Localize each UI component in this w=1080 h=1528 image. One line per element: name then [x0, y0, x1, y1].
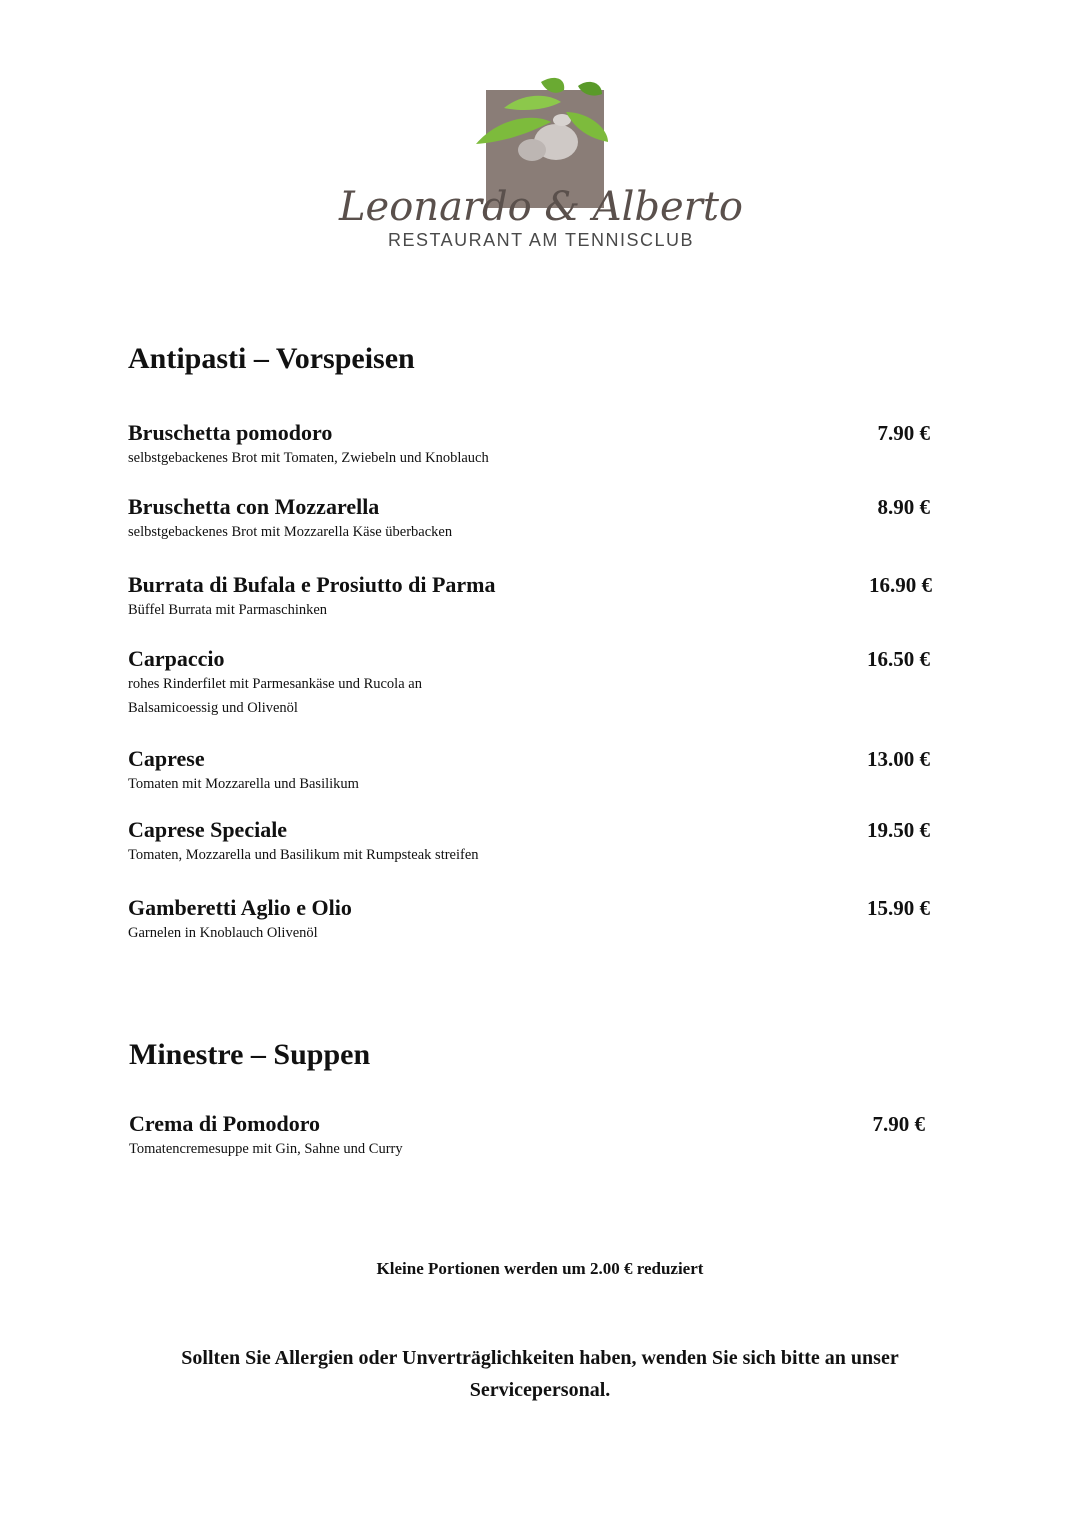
antipasti-list [128, 420, 938, 960]
logo-script: Leonardo & Alberto [338, 184, 744, 230]
restaurant-logo [326, 72, 756, 257]
menu-item [128, 494, 938, 544]
menu-item [129, 1111, 939, 1161]
item-price: 7.90 € [872, 1112, 925, 1136]
item-price: 19.50 € [867, 818, 930, 842]
item-description: Tomaten, Mozzarella und Basilikum mit Rumpsteak streifen [128, 847, 479, 863]
menu-item [128, 817, 938, 867]
item-name: Gamberetti Aglio e Olio [128, 895, 352, 920]
logo-subtitle: RESTAURANT AM TENNISCLUB [387, 230, 695, 250]
item-price: 13.00 € [867, 747, 930, 771]
item-description: Tomaten mit Mozzarella und Basilikum [128, 776, 359, 792]
antipasti-section [128, 340, 938, 378]
minestre-section [129, 1036, 939, 1074]
item-price: 16.50 € [867, 647, 930, 671]
menu-item [128, 646, 938, 720]
item-name: Bruschetta pomodoro [128, 420, 333, 445]
item-price: 15.90 € [867, 896, 930, 920]
section-title: Antipasti – Vorspeisen [128, 342, 415, 375]
minestre-list [129, 1111, 939, 1171]
item-name: Caprese [128, 746, 205, 771]
allergy-note: Sollten Sie Allergien oder Unverträglichkeiten haben, wenden Sie sich bitte an unser Servicepersonal. [181, 1347, 899, 1401]
portion-note: Kleine Portionen werden um 2.00 € reduziert [376, 1259, 704, 1278]
item-description: selbstgebackenes Brot mit Tomaten, Zwiebeln und Knoblauch [128, 450, 489, 466]
logo-stone-small [518, 139, 546, 161]
item-description: Garnelen in Knoblauch Olivenöl [128, 925, 318, 941]
item-description: Büffel Burrata mit Parmaschinken [128, 602, 328, 618]
item-name: Bruschetta con Mozzarella [128, 494, 380, 519]
item-name: Crema di Pomodoro [129, 1111, 321, 1136]
item-name: Carpaccio [128, 646, 225, 671]
menu-item [128, 572, 938, 622]
item-description: rohes Rinderfilet mit Parmesankäse und Rucola an Balsamicoessig und Olivenöl [128, 676, 422, 716]
item-price: 16.90 € [869, 573, 932, 597]
item-description: selbstgebackenes Brot mit Mozzarella Käse überbacken [128, 524, 453, 540]
item-price: 7.90 € [877, 421, 930, 445]
logo-graphic [326, 72, 756, 232]
menu-item [128, 895, 938, 945]
menu-item [128, 420, 938, 470]
item-name: Caprese Speciale [128, 817, 288, 842]
item-description: Tomatencremesuppe mit Gin, Sahne und Curry [129, 1141, 403, 1157]
section-title: Minestre – Suppen [129, 1038, 371, 1071]
item-name: Burrata di Bufala e Prosiutto di Parma [128, 572, 496, 597]
menu-item [128, 746, 938, 796]
item-price: 8.90 € [877, 495, 930, 519]
